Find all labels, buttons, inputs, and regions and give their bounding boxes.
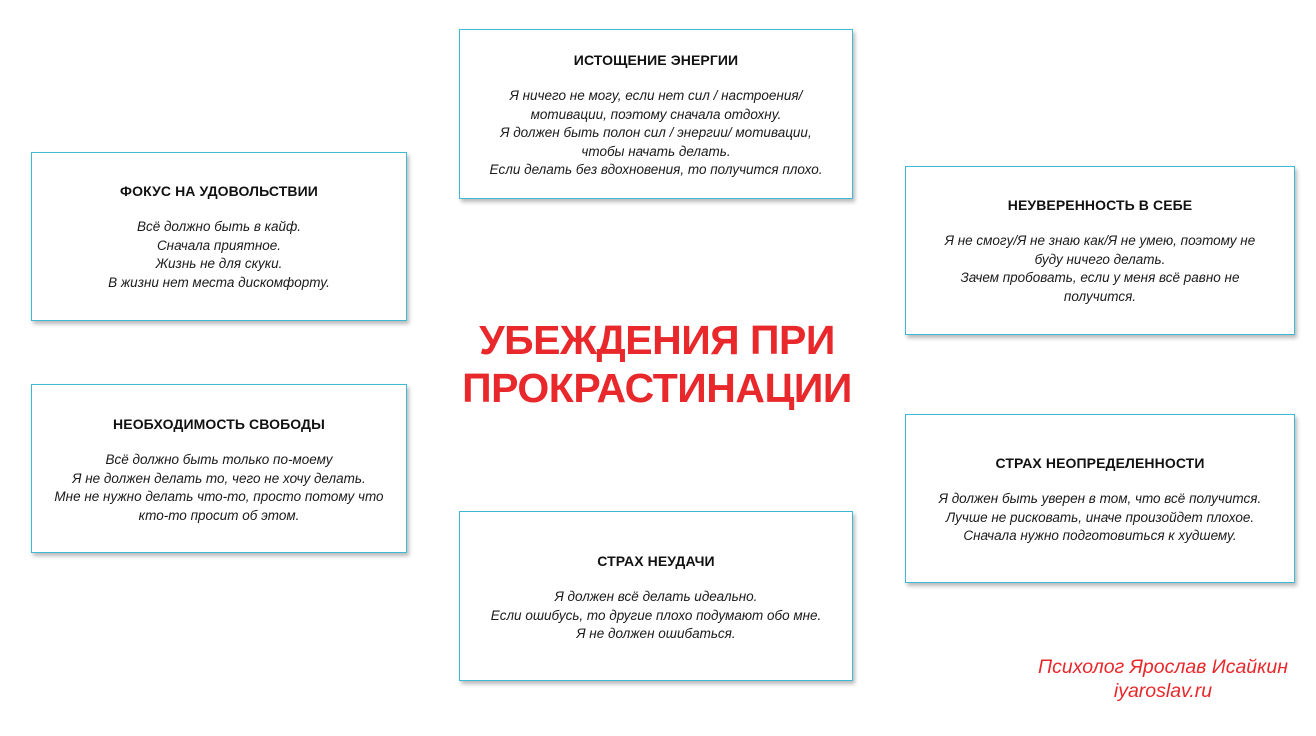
page-title-line: ПРОКРАСТИНАЦИИ	[462, 365, 852, 411]
card-title: НЕОБХОДИМОСТЬ СВОБОДЫ	[113, 416, 325, 432]
card-line: Всё должно быть в кайф.	[136, 219, 302, 234]
card-line: буду ничего делать.	[1034, 251, 1166, 267]
card-line: Жизнь не для скуки.	[155, 256, 283, 271]
card-line: Зачем пробовать, если у меня всё равно не	[960, 270, 1240, 285]
card-body	[108, 218, 330, 292]
card-line: В жизни нет места дискомфорту.	[108, 274, 330, 290]
card-focus-on-pleasure	[31, 152, 407, 321]
card-line: Я не смогу/Я не знаю как/Я не умею, поэтому не	[944, 233, 1256, 248]
author-credit	[1010, 655, 1316, 703]
card-title: СТРАХ НЕОПРЕДЕЛЕННОСТИ	[995, 455, 1205, 471]
card-line: Если ошибусь, то другие плохо подумают обо мне.	[490, 607, 822, 623]
card-line: мотивации, поэтому сначала отдохну.	[530, 106, 782, 122]
card-title: ИСТОЩЕНИЕ ЭНЕРГИИ	[573, 52, 739, 68]
card-fear-of-uncertainty	[905, 414, 1295, 583]
card-self-doubt	[905, 166, 1295, 335]
card-energy-depletion	[459, 29, 853, 199]
page-title-line: УБЕЖДЕНИЯ ПРИ	[479, 317, 835, 363]
card-line: Всё должно быть только по-моему	[105, 452, 333, 467]
card-title: СТРАХ НЕУДАЧИ	[597, 553, 715, 569]
card-line: чтобы начать делать.	[581, 143, 731, 159]
card-body	[54, 451, 383, 525]
card-body	[945, 232, 1255, 306]
author-site: iyaroslav.ru	[1113, 680, 1213, 702]
card-line: Я должен быть полон сил / энергии/ мотивации,	[500, 125, 812, 140]
card-line: Я не должен делать то, чего не хочу делать.	[72, 470, 366, 486]
card-line: получится.	[1063, 288, 1137, 304]
card-body	[491, 588, 822, 644]
card-line: Мне не нужно делать что-то, просто потому что	[54, 489, 384, 504]
card-line: Если делать без вдохновения, то получится плохо.	[489, 162, 823, 177]
card-line: Я должен быть уверен в том, что всё получится.	[938, 491, 1262, 506]
card-body	[939, 490, 1261, 546]
card-line: Сначала нужно подготовиться к худшему.	[963, 528, 1237, 543]
card-line: Я ничего не могу, если нет сил / настроения/	[509, 88, 803, 103]
card-title: ФОКУС НА УДОВОЛЬСТВИИ	[120, 183, 318, 199]
card-fear-of-failure	[459, 511, 853, 681]
card-title: НЕУВЕРЕННОСТЬ В СЕБЕ	[1007, 197, 1193, 213]
card-line: кто-то просит об этом.	[138, 507, 300, 523]
author-name: Психолог Ярослав Исайкин	[1038, 656, 1288, 678]
card-line: Я должен всё делать идеально.	[554, 589, 758, 604]
card-line: Лучше не рисковать, иначе произойдет плохое.	[945, 509, 1255, 525]
card-line: Я не должен ошибаться.	[576, 626, 736, 641]
card-need-for-freedom	[31, 384, 407, 553]
card-body	[490, 87, 823, 180]
page-title	[430, 316, 884, 412]
card-line: Сначала приятное.	[156, 237, 282, 253]
